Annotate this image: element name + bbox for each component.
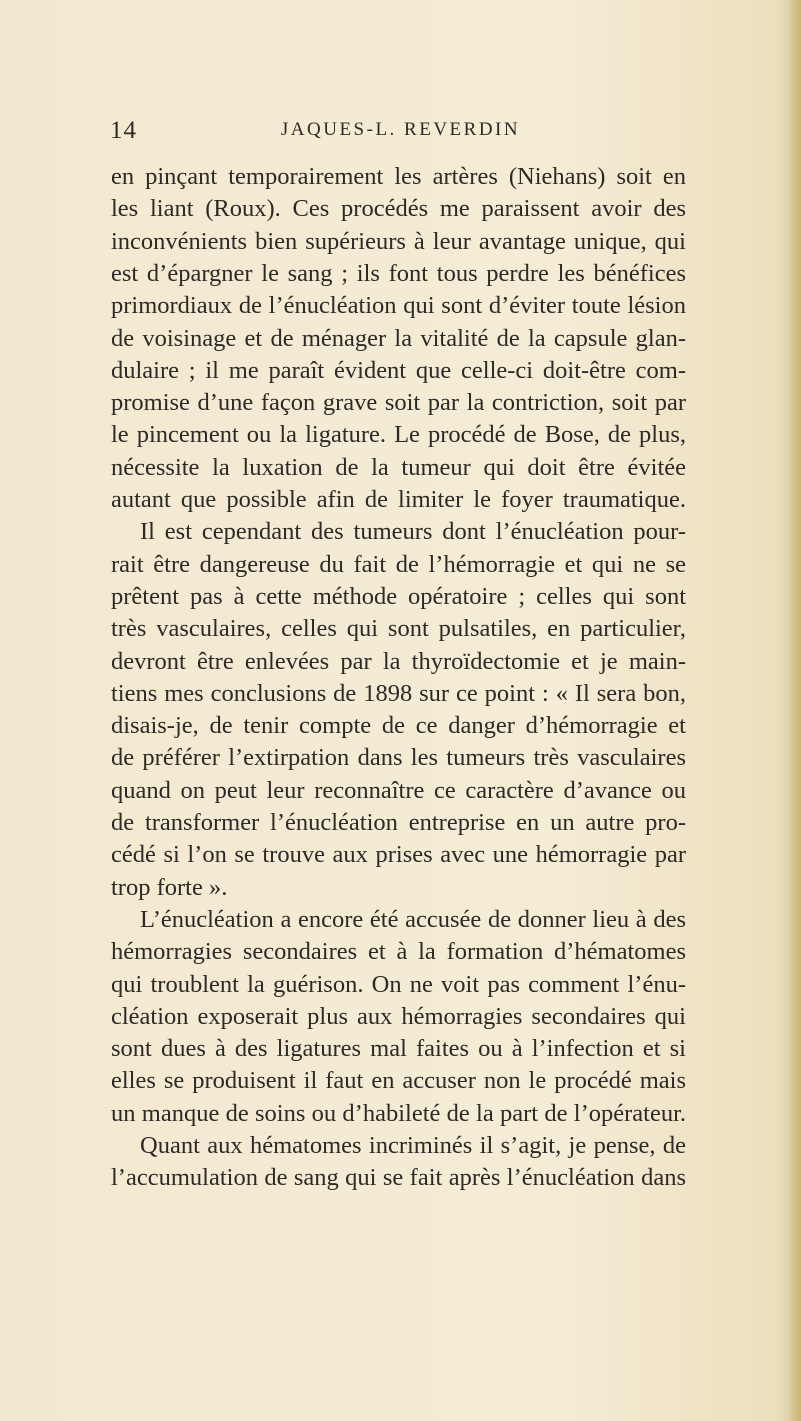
- text-line: Il est cependant des tumeurs dont l’énucléation pour-: [140, 518, 686, 546]
- text-line: de voisinage et de ménager la vitalité de la capsule glan-: [111, 324, 686, 352]
- page-number: 14: [110, 117, 137, 144]
- text-line: devront être enlevées par la thyroïdectomie et je main-: [111, 647, 686, 675]
- text-line: nécessite la luxation de la tumeur qui doit être évitée: [111, 453, 686, 481]
- text-line: inconvénients bien supérieurs à leur avantage unique, qui: [111, 227, 686, 255]
- text-line: disais-je, de tenir compte de ce danger d’hémorragie et: [111, 712, 686, 740]
- text-line: les liant (Roux). Ces procédés me paraissent avoir des: [111, 195, 686, 223]
- text-line: de transformer l’énucléation entreprise en un autre pro-: [111, 809, 686, 836]
- text-line: un manque de soins ou d’habileté de la part de l’opérateur.: [111, 1099, 686, 1127]
- text-line: cédé si l’on se trouve aux prises avec une hémorragie par: [111, 841, 686, 869]
- text-line: Quant aux hématomes incriminés il s’agit, je pense, de: [140, 1132, 686, 1159]
- page-edge-shadow: [787, 0, 801, 1421]
- text-line: très vasculaires, celles qui sont pulsatiles, en particulier,: [111, 615, 686, 643]
- text-line: cléation exposerait plus aux hémorragies secondaires qui: [111, 1002, 686, 1030]
- text-line: hémorragies secondaires et à la formation d’hématomes: [111, 938, 686, 966]
- running-head: JAQUES-L. REVERDIN: [280, 119, 521, 140]
- text-line: de préférer l’extirpation dans les tumeurs très vasculaires: [111, 744, 686, 772]
- text-line: prêtent pas à cette méthode opératoire ; celles qui sont: [111, 582, 686, 610]
- text-line: le pincement ou la ligature. Le procédé de Bose, de plus,: [111, 421, 686, 449]
- text-line: L’énucléation a encore été accusée de donner lieu à des: [140, 905, 686, 933]
- text-line: l’accumulation de sang qui se fait après l’énucléation dans: [111, 1164, 686, 1192]
- text-line: primordiaux de l’énucléation qui sont d’éviter toute lésion: [111, 292, 686, 320]
- text-line: sont dues à des ligatures mal faites ou à l’infection et si: [111, 1035, 686, 1063]
- page-header: [0, 117, 801, 147]
- text-line: elles se produisent il faut en accuser non le procédé mais: [111, 1067, 686, 1095]
- text-line: tiens mes conclusions de 1898 sur ce point : « Il sera bon,: [111, 679, 686, 707]
- text-line: autant que possible afin de limiter le foyer traumatique.: [111, 486, 686, 513]
- text-line: est d’épargner le sang ; ils font tous perdre les bénéfices: [111, 259, 686, 287]
- text-line: qui troublent la guérison. On ne voit pas comment l’énu-: [111, 970, 686, 998]
- text-line: trop forte ».: [111, 873, 228, 901]
- text-line: dulaire ; il me paraît évident que celle-ci doit-être com-: [111, 356, 686, 384]
- text-line: quand on peut leur reconnaître ce caractère d’avance ou: [111, 776, 686, 804]
- text-line: promise d’une façon grave soit par la contriction, soit par: [111, 389, 686, 417]
- text-line: en pinçant temporairement les artères (Niehans) soit en: [111, 163, 686, 190]
- text-line: rait être dangereuse du fait de l’hémorragie et qui ne se: [111, 550, 686, 578]
